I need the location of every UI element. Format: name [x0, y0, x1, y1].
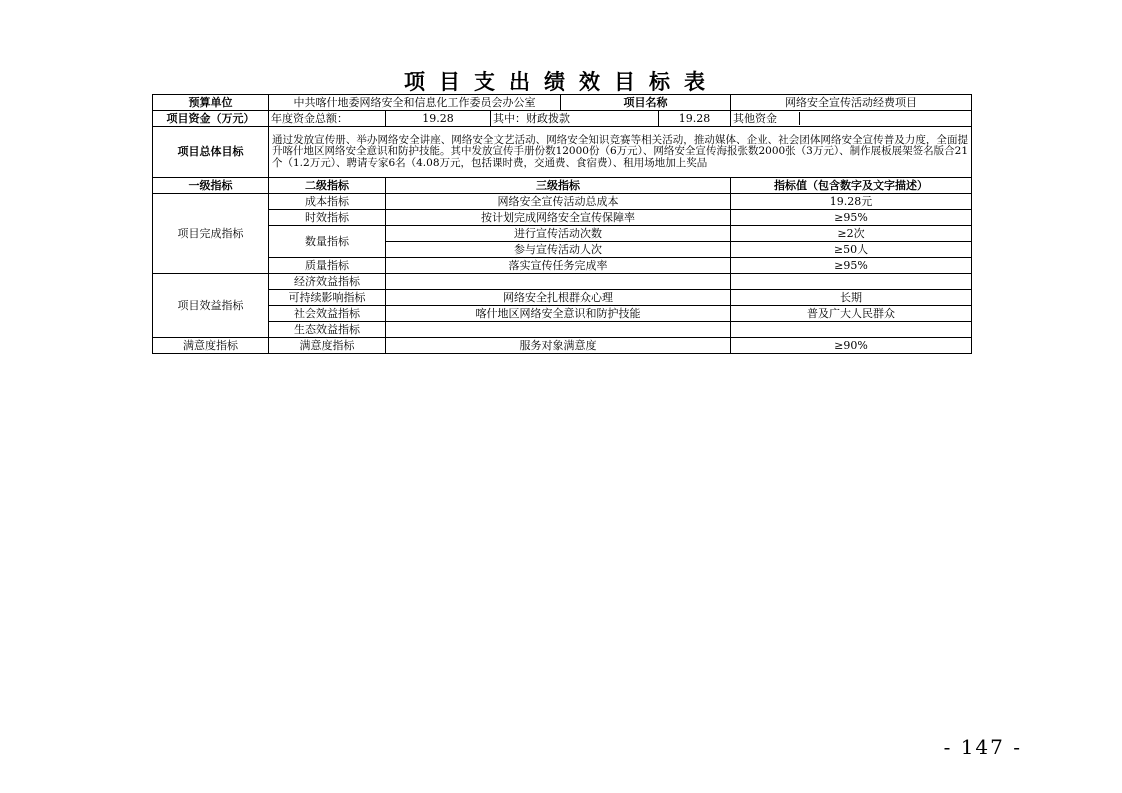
level2-cell: 时效指标 [269, 210, 386, 226]
project-name-label: 项目名称 [561, 95, 731, 111]
value-cell: 普及广大人民群众 [731, 306, 972, 322]
funds-label: 项目资金（万元） [153, 111, 269, 127]
level3-cell: 按计划完成网络安全宣传保障率 [386, 210, 731, 226]
table-row [153, 274, 972, 290]
level2-cell: 可持续影响指标 [269, 290, 386, 306]
header-row [153, 178, 972, 194]
value-cell: ≥95% [731, 258, 972, 274]
funds-fiscal-label: 其中：财政拨款 [491, 111, 659, 127]
table-row [153, 290, 972, 306]
value-cell [731, 274, 972, 290]
funds-other-cell [731, 111, 972, 127]
level3-cell: 喀什地区网络安全意识和防护技能 [386, 306, 731, 322]
funds-total-value: 19.28 [386, 111, 491, 127]
project-name-value: 网络安全宣传活动经费项目 [731, 95, 972, 111]
table-row [153, 322, 972, 338]
table-row [153, 338, 972, 354]
header-level1: 一级指标 [153, 178, 269, 194]
level3-cell: 参与宣传活动人次 [386, 242, 731, 258]
level2-cell: 社会效益指标 [269, 306, 386, 322]
table-row [153, 226, 972, 242]
budget-unit-value: 中共喀什地委网络安全和信息化工作委员会办公室 [269, 95, 561, 111]
group-satisfaction: 满意度指标 [153, 338, 269, 354]
level2-cell: 质量指标 [269, 258, 386, 274]
performance-table [152, 94, 972, 354]
table-row [153, 194, 972, 210]
value-cell: ≥2次 [731, 226, 972, 242]
value-cell: ≥90% [731, 338, 972, 354]
level3-cell: 网络安全宣传活动总成本 [386, 194, 731, 210]
funds-total-label: 年度资金总额： [269, 111, 386, 127]
page-title: 项目支出绩效目标表 [404, 69, 719, 94]
header-level3: 三级指标 [386, 178, 731, 194]
level3-cell: 落实宣传任务完成率 [386, 258, 731, 274]
header-value: 指标值（包含数字及文字描述） [731, 178, 972, 194]
value-cell: 长期 [731, 290, 972, 306]
overall-goal-label: 项目总体目标 [153, 127, 269, 178]
table-row [153, 306, 972, 322]
level3-cell: 服务对象满意度 [386, 338, 731, 354]
level3-cell [386, 274, 731, 290]
level2-cell: 经济效益指标 [269, 274, 386, 290]
value-cell [731, 322, 972, 338]
value-cell: 19.28元 [731, 194, 972, 210]
funds-row [153, 111, 972, 127]
budget-unit-row [153, 95, 972, 111]
group-benefit: 项目效益指标 [153, 274, 269, 338]
overall-goal-row [153, 127, 972, 178]
budget-unit-label: 预算单位 [153, 95, 269, 111]
funds-fiscal-value: 19.28 [659, 111, 731, 127]
header-level2: 二级指标 [269, 178, 386, 194]
overall-goal-text: 通过发放宣传册、举办网络安全讲座、网络安全文艺活动、网络安全知识竞赛等相关活动，推动媒体、企业、社会团体网络安全宣传普及力度，全面提升喀什地区网络安全意识和防护技能。其中发放宣传手册份数12000份（6万元）、网络安全宣传海报张数2000张（3万元）、制作展板展架签名版合21个（1.2万元）、聘请专家6名（4.08万元，包括课时费，交通费、食宿费）、租用场地加上奖品 [269, 127, 972, 178]
level2-cell: 满意度指标 [269, 338, 386, 354]
level3-cell: 网络安全扎根群众心理 [386, 290, 731, 306]
level2-cell: 成本指标 [269, 194, 386, 210]
level3-cell [386, 322, 731, 338]
value-cell: ≥95% [731, 210, 972, 226]
level2-cell: 生态效益指标 [269, 322, 386, 338]
level3-cell: 进行宣传活动次数 [386, 226, 731, 242]
value-cell: ≥50人 [731, 242, 972, 258]
group-completion: 项目完成指标 [153, 194, 269, 274]
table-row [153, 258, 972, 274]
table-row [153, 210, 972, 226]
funds-other-divider [799, 112, 800, 125]
level2-cell: 数量指标 [269, 226, 386, 258]
funds-other-label: 其他资金 [733, 111, 778, 125]
page-number: - 147 - [943, 735, 1022, 759]
